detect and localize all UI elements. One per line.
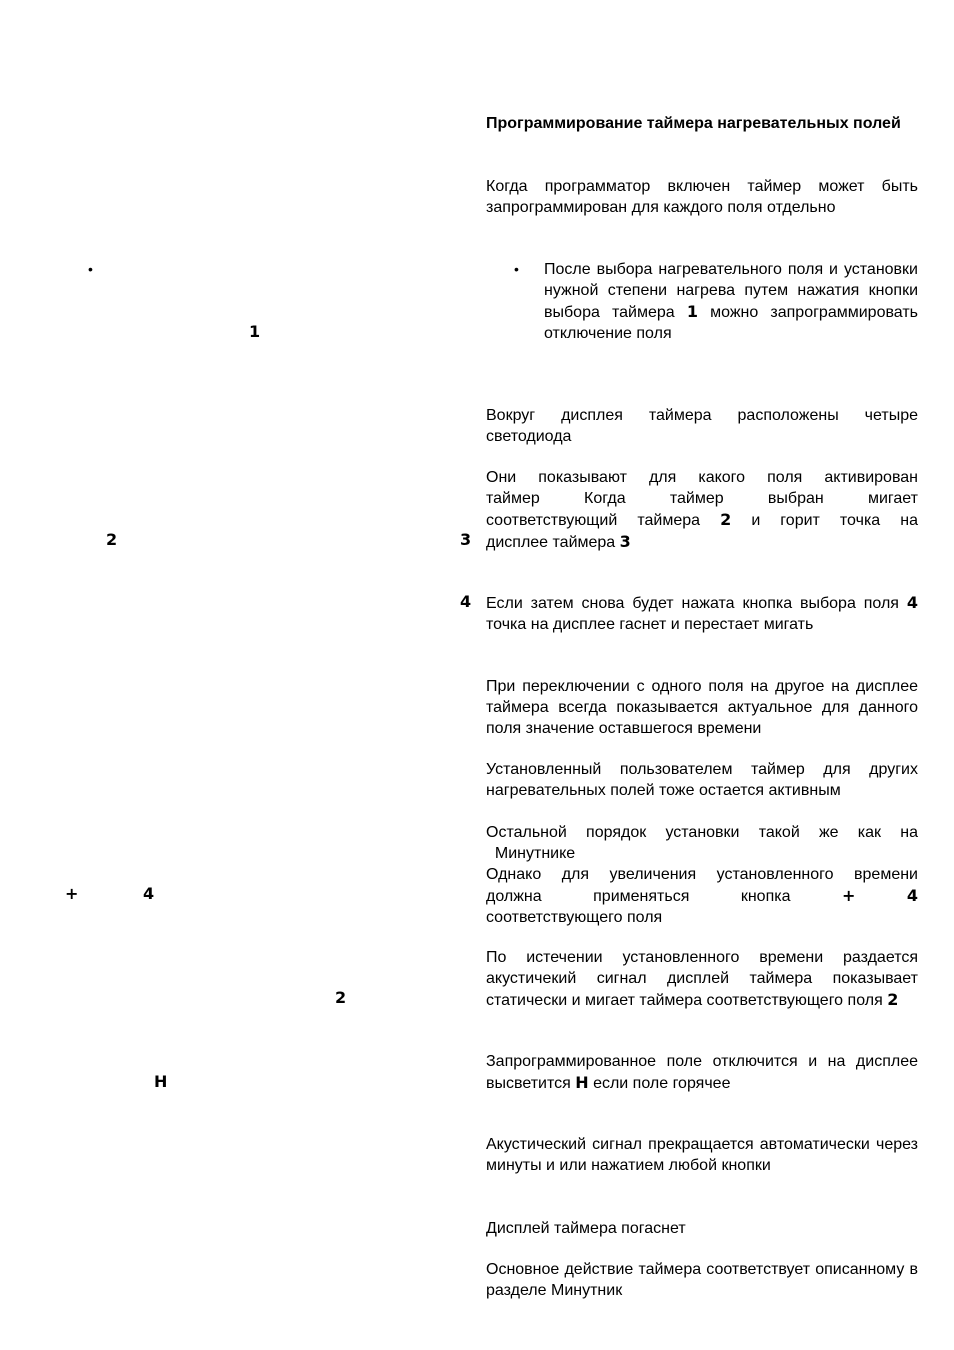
section-title: Программирование таймера нагревательных полей <box>486 115 901 132</box>
p3-line-4: дисплее таймера 3 <box>486 532 631 551</box>
paragraph-shutdown: Запрограммированное поле отключится и на дисплее высветится H если поле горячее <box>486 1053 918 1092</box>
paragraph-expiry: По истечении установленного времени раздается акустичекий сигнал дисплей таймера показывает статически и мигает таймера соответствующего поля 2 <box>486 949 918 1009</box>
margin-marker-2: 2 <box>106 530 118 549</box>
bullet-text-a: После выбора нагревательного поля и установки нужной степени нагрева путем нажатия кнопки выбора таймера <box>544 261 918 321</box>
margin-marker-3: 3 <box>460 530 472 549</box>
paragraph-signal: Акустический сигнал прекращается автоматически через минуты и или нажатием любой кнопки <box>486 1136 918 1174</box>
p7-line-5: соответствующего поля <box>486 909 663 926</box>
p3-line-1: Они показывают для какого поля активирован <box>486 469 918 486</box>
paragraph-intro: Когда программатор включен таймер может быть запрограммирован для каждого поля отдельно <box>486 178 918 216</box>
paragraph-basic-action: Основное действие таймера соответствует описанному в разделе Минутник <box>486 1261 918 1299</box>
p3-line-2: таймер Когда таймер выбран мигает <box>486 490 918 507</box>
list-bullet: • <box>514 261 519 277</box>
p7-line-4: должна применяться кнопка + 4 <box>486 886 918 905</box>
margin-marker-2b: 2 <box>335 988 347 1007</box>
margin-marker-plus: + <box>65 884 79 903</box>
paragraph-deselect: Если затем снова будет нажата кнопка выбора поля 4 точка на дисплее гаснет и перестает мигать <box>486 593 919 633</box>
p7-line-3: Однако для увеличения установленного времени <box>486 866 918 883</box>
paragraph-indicators <box>486 467 918 553</box>
margin-marker-4b: 4 <box>143 884 155 903</box>
paragraph-leds: Вокруг дисплея таймера расположены четыре светодиода <box>486 407 918 445</box>
margin-marker-h: H <box>154 1072 168 1091</box>
bullet-item <box>544 259 918 344</box>
paragraph-procedure <box>486 822 918 928</box>
margin-marker-1: 1 <box>249 322 261 341</box>
margin-marker-4: 4 <box>460 592 472 611</box>
bullet-text-b: можно запрограммировать отключение поля <box>544 304 918 342</box>
paragraph-other-timers: Установленный пользователем таймер для других нагревательных полей тоже остается активным <box>486 761 918 799</box>
margin-bullet: • <box>88 261 93 277</box>
bullet-number: 1 <box>686 302 698 321</box>
p3-line-3: соответствующий таймера 2 и горит точка на <box>486 510 918 529</box>
paragraph-display-off: Дисплей таймера погаснет <box>486 1220 686 1237</box>
p7-line-2: Минутнике <box>486 845 576 862</box>
paragraph-switching: При переключении с одного поля на другое на дисплее таймера всегда показывается актуальное для данного поля значение оставшегося времени <box>486 678 918 737</box>
p7-line-1: Остальной порядок установки такой же как на <box>486 824 918 841</box>
